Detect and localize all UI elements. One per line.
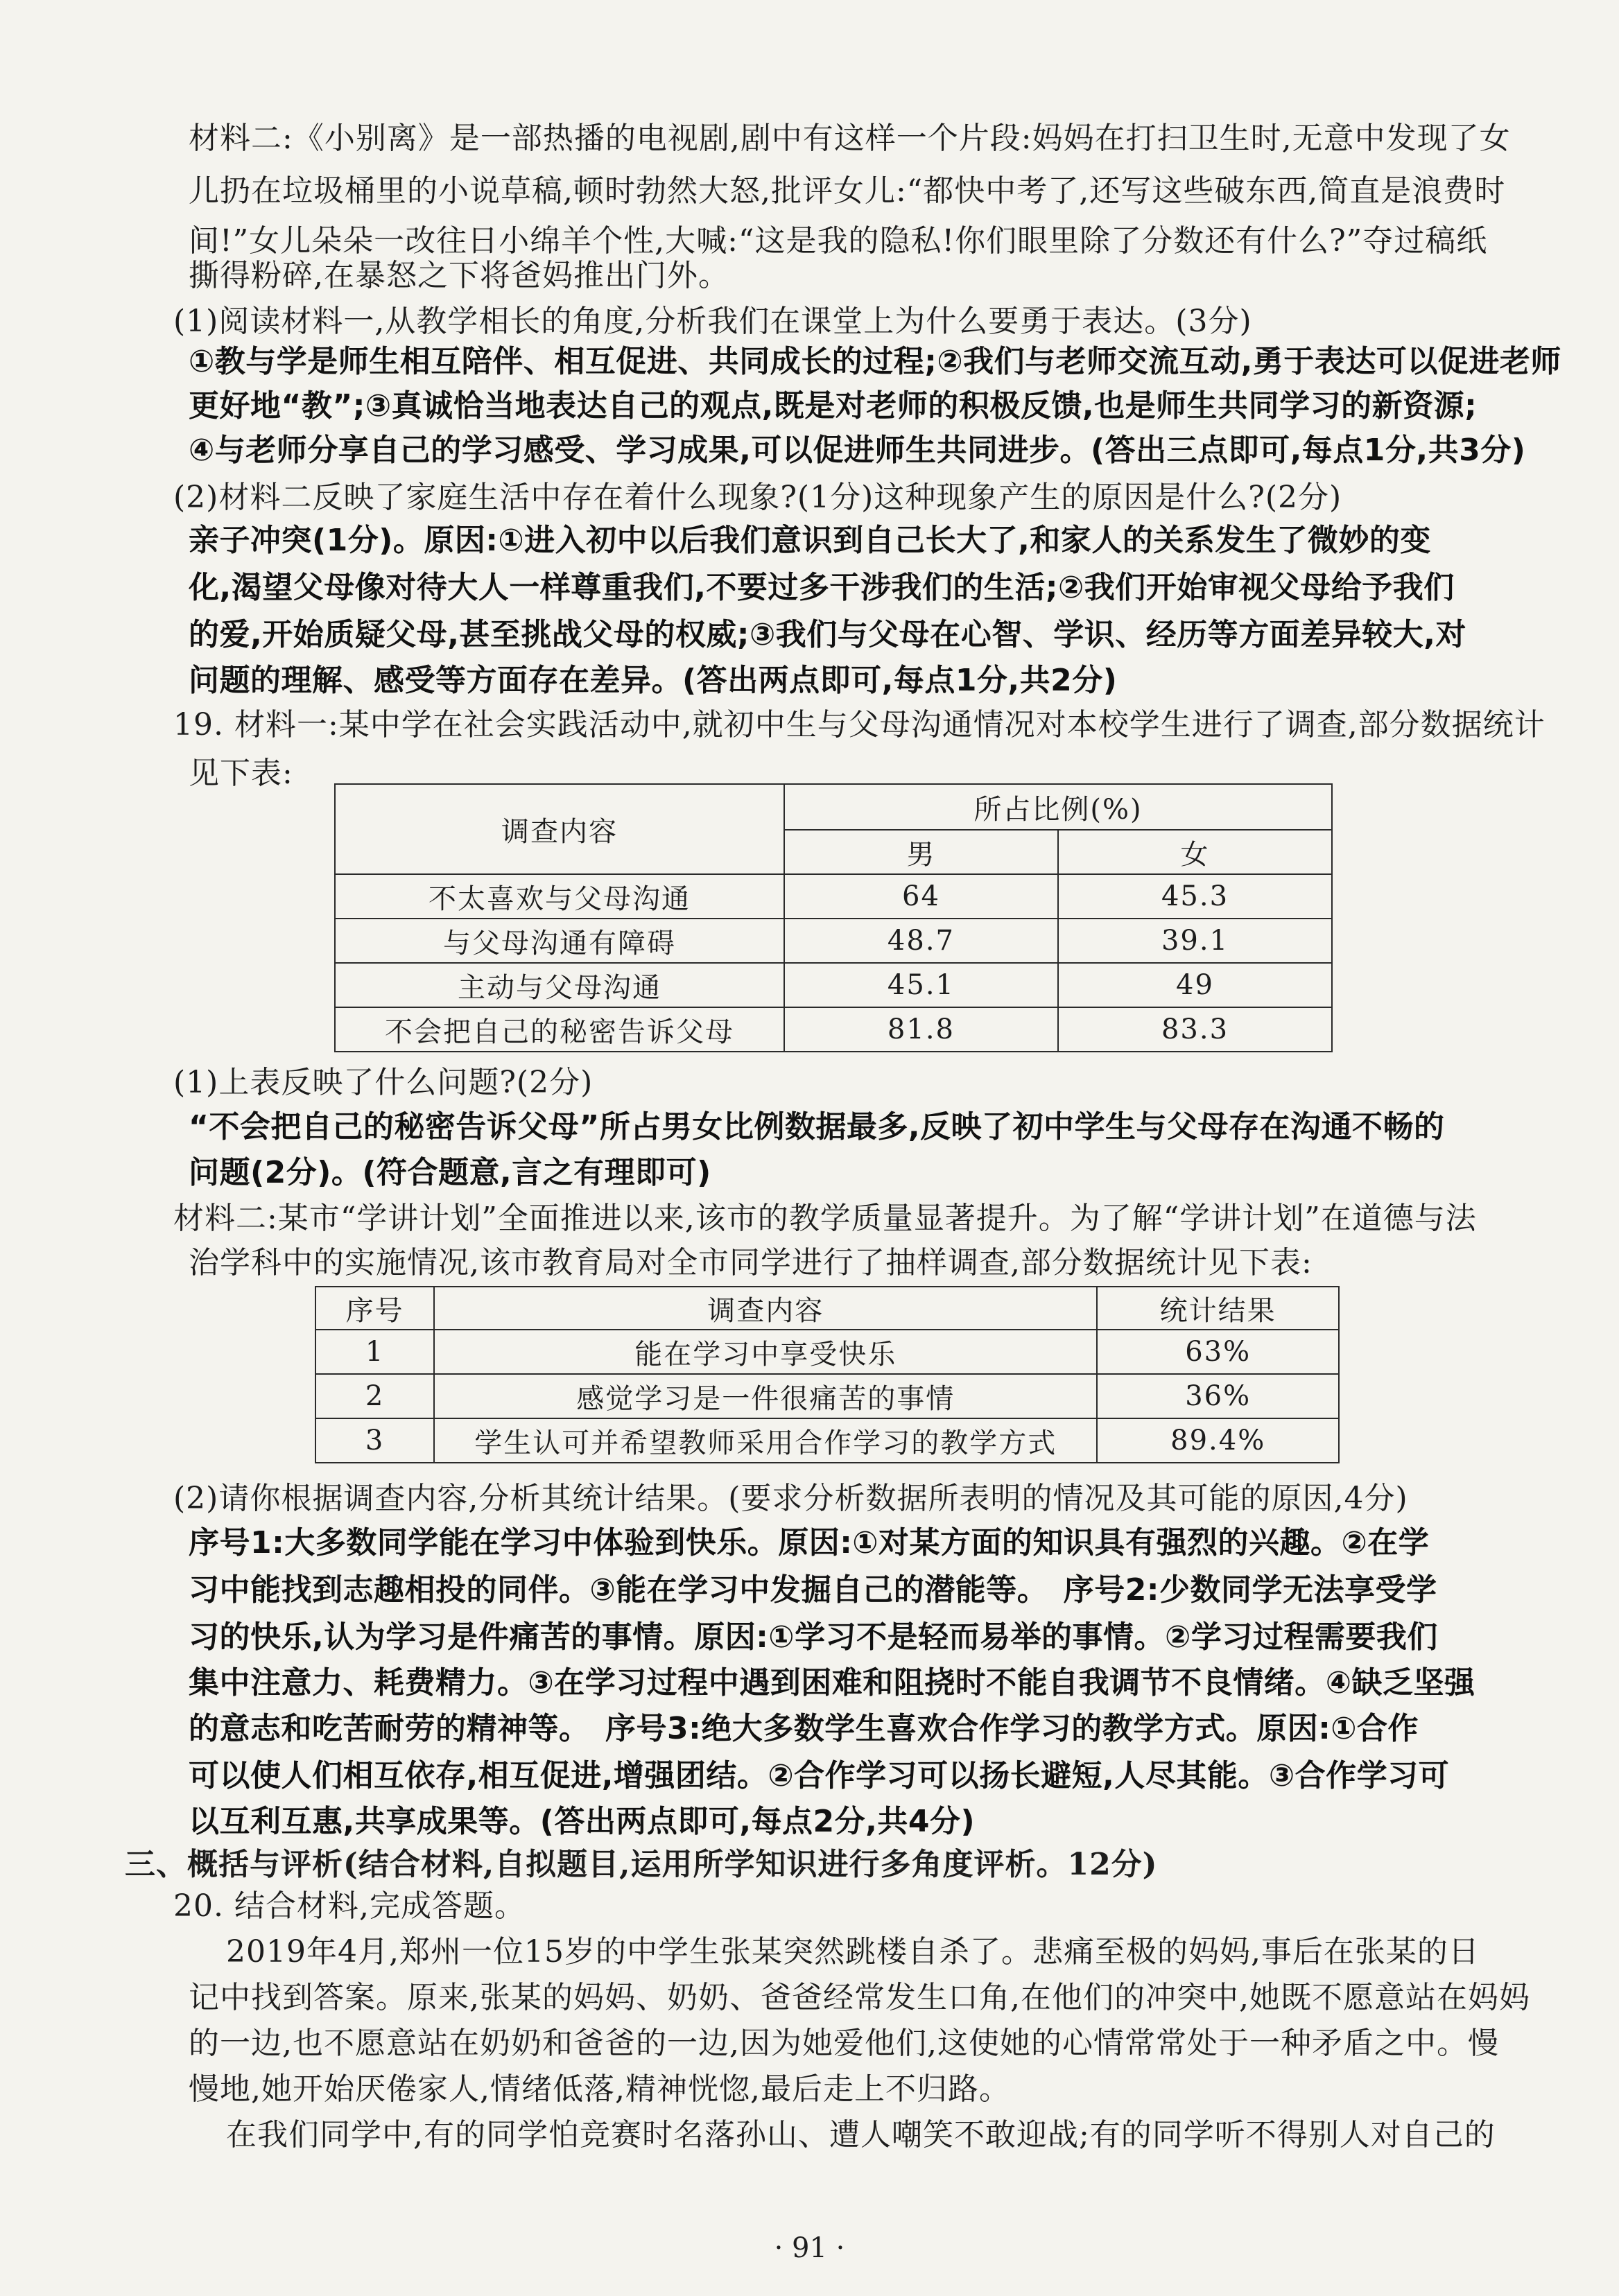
answer-line: ④与老师分享自己的学习感受、学习成果,可以促进师生共同进步。(答出三点即可,每点1分,共3分) [189, 433, 1526, 468]
table-cell: 学生认可并希望教师采用合作学习的教学方式 [434, 1418, 1097, 1463]
table-cell: 45.1 [784, 963, 1058, 1007]
table-cell: 感觉学习是一件很痛苦的事情 [434, 1374, 1097, 1418]
table-cell: 83.3 [1058, 1007, 1332, 1052]
text-line: 治学科中的实施情况,该市教育局对全市同学进行了抽样调查,部分数据统计见下表: [189, 1245, 1313, 1280]
table-row [335, 1007, 1332, 1052]
table-cell: 3 [315, 1418, 434, 1463]
table-cell: 1 [315, 1330, 434, 1374]
table-row [335, 874, 1332, 919]
table-cell: 64 [784, 874, 1058, 919]
question-text: (2)请你根据调查内容,分析其统计结果。(要求分析数据所表明的情况及其可能的原因,4分) [173, 1481, 1408, 1516]
table-row [335, 919, 1332, 963]
answer-line: 的爱,开始质疑父母,甚至挑战父母的权威;③我们与父母在心智、学识、经历等方面差异较大,对 [189, 617, 1466, 652]
text-line: 见下表: [189, 756, 293, 791]
answer-line: 问题的理解、感受等方面存在差异。(答出两点即可,每点1分,共2分) [189, 663, 1118, 698]
answer-line: 以互利互惠,共享成果等。(答出两点即可,每点2分,共4分) [189, 1804, 976, 1839]
answer-line: 化,渴望父母像对待大人一样尊重我们,不要过多干涉我们的生活;②我们开始审视父母给予我们 [189, 570, 1455, 605]
answer-line: 集中注意力、耗费精力。③在学习过程中遇到困难和阻挠时不能自我调节不良情绪。④缺乏坚强 [189, 1665, 1475, 1701]
question-text: (1)上表反映了什么问题?(2分) [173, 1065, 594, 1100]
table-cell: 与父母沟通有障碍 [335, 919, 784, 963]
answer-line: 的意志和吃苦耐劳的精神等。 序号3:绝大多数学生喜欢合作学习的教学方式。原因:①合作 [189, 1711, 1419, 1746]
text-line: 材料二:某市“学讲计划”全面推进以来,该市的教学质量显著提升。为了解“学讲计划”在道德与法 [173, 1201, 1477, 1236]
table-row [335, 963, 1332, 1007]
text-line: 撕得粉碎,在暴怒之下将爸妈推出门外。 [189, 258, 729, 293]
table-row [315, 1418, 1339, 1463]
table1-header-content: 调查内容 [335, 784, 784, 874]
table2-header-no: 序号 [315, 1287, 434, 1330]
survey-table-2 [315, 1286, 1340, 1463]
table2-header-result: 统计结果 [1097, 1287, 1339, 1330]
table2-header-content: 调查内容 [434, 1287, 1097, 1330]
question-text: (2)材料二反映了家庭生活中存在着什么现象?(1分)这种现象产生的原因是什么?(2分) [173, 480, 1342, 515]
text-line: 2019年4月,郑州一位15岁的中学生张某突然跳楼自杀了。悲痛至极的妈妈,事后在张某的日 [226, 1934, 1480, 1969]
table-cell: 不太喜欢与父母沟通 [335, 874, 784, 919]
text-line: 19. 材料一:某中学在社会实践活动中,就初中生与父母沟通情况对本校学生进行了调查,部分数据统计 [173, 707, 1546, 742]
answer-line: 习的快乐,认为学习是件痛苦的事情。原因:①学习不是轻而易举的事情。②学习过程需要我们 [189, 1619, 1438, 1655]
table-cell: 63% [1097, 1330, 1339, 1374]
table1-header-female: 女 [1058, 830, 1332, 874]
table-cell: 能在学习中享受快乐 [434, 1330, 1097, 1374]
table-cell: 45.3 [1058, 874, 1332, 919]
text-line: 在我们同学中,有的同学怕竞赛时名落孙山、遭人嘲笑不敢迎战;有的同学听不得别人对自己的 [226, 2117, 1496, 2152]
table-cell: 89.4% [1097, 1418, 1339, 1463]
table1-header-ratio: 所占比例(%) [784, 784, 1332, 830]
answer-line: 亲子冲突(1分)。原因:①进入初中以后我们意识到自己长大了,和家人的关系发生了微妙的变 [189, 523, 1431, 558]
answer-line: ①教与学是师生相互陪伴、相互促进、共同成长的过程;②我们与老师交流互动,勇于表达可以促进老师 [189, 344, 1561, 379]
question-text: 20. 结合材料,完成答题。 [173, 1888, 526, 1924]
text-line: 的一边,也不愿意站在奶奶和爸爸的一边,因为她爱他们,这使她的心情常常处于一种矛盾之中。慢 [189, 2026, 1499, 2061]
section-heading: 三、概括与评析(结合材料,自拟题目,运用所学知识进行多角度评析。12分) [125, 1847, 1158, 1882]
answer-line: 问题(2分)。(符合题意,言之有理即可) [189, 1155, 711, 1190]
answer-line: “不会把自己的秘密告诉父母”所占男女比例数据最多,反映了初中学生与父母存在沟通不畅的 [189, 1109, 1445, 1145]
table-cell: 主动与父母沟通 [335, 963, 784, 1007]
table-cell: 49 [1058, 963, 1332, 1007]
table-cell: 36% [1097, 1374, 1339, 1418]
table-cell: 81.8 [784, 1007, 1058, 1052]
text-line: 材料二:《小别离》是一部热播的电视剧,剧中有这样一个片段:妈妈在打扫卫生时,无意中发现了女 [189, 121, 1511, 156]
answer-line: 可以使人们相互依存,相互促进,增强团结。②合作学习可以扬长避短,人尽其能。③合作学习可 [189, 1758, 1450, 1793]
text-line: 间!”女儿朵朵一改往日小绵羊个性,大喊:“这是我的隐私!你们眼里除了分数还有什么?”夺过稿纸 [189, 223, 1488, 259]
table-cell: 不会把自己的秘密告诉父母 [335, 1007, 784, 1052]
answer-line: 更好地“教”;③真诚恰当地表达自己的观点,既是对老师的积极反馈,也是师生共同学习的新资源; [189, 388, 1478, 424]
question-text: (1)阅读材料一,从教学相长的角度,分析我们在课堂上为什么要勇于表达。(3分) [173, 304, 1252, 339]
answer-line: 序号1:大多数同学能在学习中体验到快乐。原因:①对某方面的知识具有强烈的兴趣。②在学 [189, 1525, 1430, 1560]
table-row [315, 1330, 1339, 1374]
table-row [315, 1374, 1339, 1418]
text-line: 记中找到答案。原来,张某的妈妈、奶奶、爸爸经常发生口角,在他们的冲突中,她既不愿意站在妈妈 [189, 1980, 1530, 2015]
table1-header-male: 男 [784, 830, 1058, 874]
survey-table-1 [334, 783, 1333, 1052]
table-cell: 48.7 [784, 919, 1058, 963]
answer-line: 习中能找到志趣相投的同伴。③能在学习中发掘自己的潜能等。 序号2:少数同学无法享受学 [189, 1572, 1437, 1608]
page-number: · 91 · [774, 2232, 845, 2264]
table-cell: 2 [315, 1374, 434, 1418]
table-cell: 39.1 [1058, 919, 1332, 963]
text-line: 慢地,她开始厌倦家人,情绪低落,精神恍惚,最后走上不归路。 [189, 2071, 1010, 2107]
text-line: 儿扔在垃圾桶里的小说草稿,顿时勃然大怒,批评女儿:“都快中考了,还写这些破东西,简直是浪费时 [189, 173, 1506, 209]
